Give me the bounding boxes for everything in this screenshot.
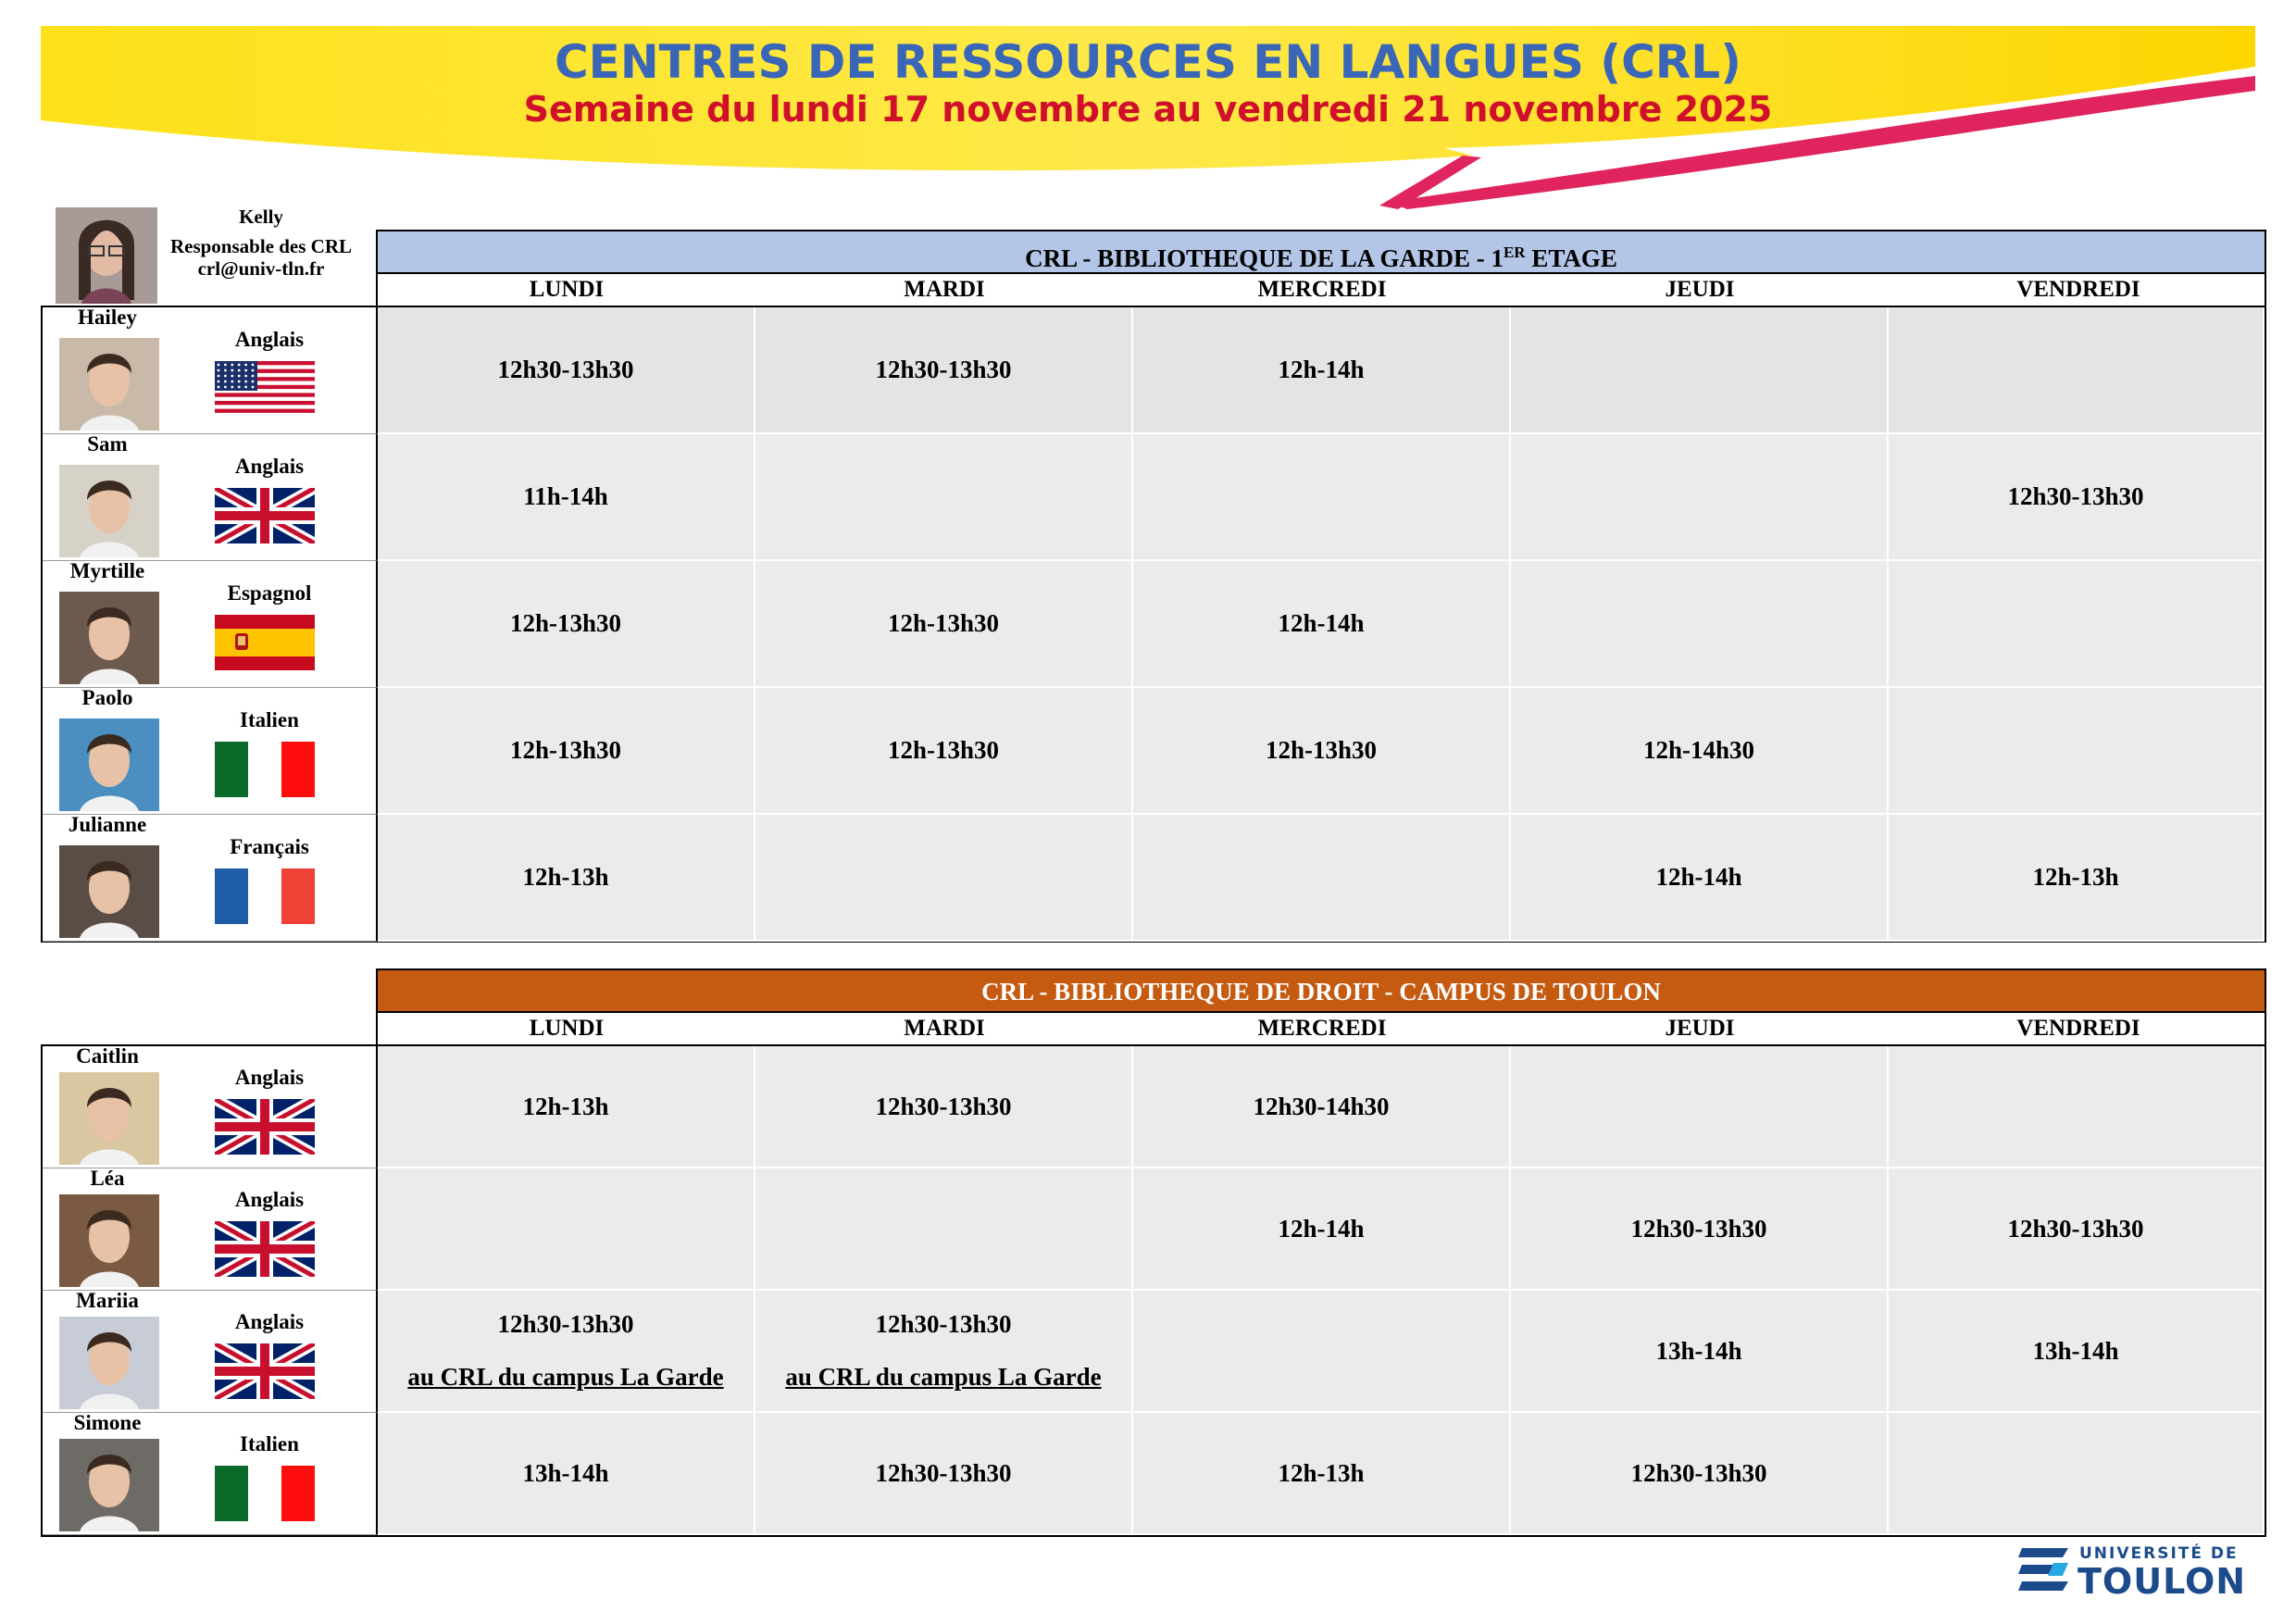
slot-sam-jeudi <box>1511 434 1889 561</box>
slot-time: 12h30-13h30 <box>1630 1458 1767 1487</box>
slot-time: 11h-14h <box>523 482 608 510</box>
slot-time: 12h30-13h30 <box>2007 482 2144 510</box>
section-title: CRL - BIBLIOTHEQUE DE LA GARDE - 1 <box>1025 244 1504 272</box>
slot-mariia-mercredi <box>1133 1291 1511 1413</box>
slot-location-note: au CRL du campus La Garde <box>785 1363 1102 1391</box>
schedule-body <box>41 1044 2266 1537</box>
day-header-lundi: LUNDI <box>529 1016 605 1041</box>
slot-time: 13h-14h <box>1655 1336 1742 1365</box>
slot-time: 12h-13h30 <box>1265 736 1378 764</box>
section-title-end: ETAGE <box>1525 244 1617 272</box>
tutor-hailey <box>43 307 378 434</box>
tutor-language: Anglais <box>234 1310 305 1333</box>
university-logo <box>2018 1541 2259 1602</box>
slot-léa-lundi <box>378 1168 755 1291</box>
tutor-photo <box>59 465 159 557</box>
slot-mariia-mardi <box>755 1291 1133 1413</box>
slot-time: 12h-13h30 <box>509 609 622 637</box>
slot-myrtille-jeudi <box>1511 561 1889 688</box>
slot-time: 13h-14h <box>522 1458 609 1487</box>
slot-time: 12h-13h <box>1278 1458 1365 1487</box>
slot-time: 12h-14h30 <box>1642 736 1755 764</box>
slot-léa-jeudi <box>1511 1168 1889 1291</box>
slot-léa-mercredi <box>1133 1168 1511 1291</box>
slot-time: 12h-13h30 <box>509 736 622 764</box>
uk-flag-icon <box>215 1343 315 1399</box>
italy-flag-icon <box>215 1466 315 1521</box>
france-flag-icon <box>215 868 315 924</box>
slot-caitlin-vendredi <box>1889 1046 2265 1168</box>
section-header-droit <box>376 968 2266 1013</box>
slot-time: 12h30-14h30 <box>1253 1092 1390 1120</box>
day-header-mercredi: MERCREDI <box>1257 277 1387 302</box>
tutor-language: Anglais <box>234 455 305 478</box>
slot-time: 12h30-13h30 <box>497 356 634 383</box>
slot-hailey-lundi <box>378 307 755 434</box>
slot-mariia-jeudi <box>1511 1291 1889 1413</box>
tutor-photo <box>59 338 159 431</box>
section-title-sup: ER <box>1503 244 1526 261</box>
contact-role: Responsable des CRL <box>169 235 353 257</box>
day-header-mardi: MARDI <box>904 1016 985 1041</box>
tutor-language: Espagnol <box>227 581 312 605</box>
logo-top-text: UNIVERSITÉ DE <box>2079 1544 2239 1563</box>
slot-hailey-vendredi <box>1889 307 2265 434</box>
tutor-language: Anglais <box>234 1188 305 1211</box>
slot-simone-jeudi <box>1511 1413 1889 1535</box>
day-header-row <box>376 1013 2266 1044</box>
day-header-lundi: LUNDI <box>529 277 605 302</box>
tutor-name: Sam <box>87 432 128 456</box>
tutor-name: Mariia <box>76 1289 139 1312</box>
slot-time: 12h30-13h30 <box>497 1310 634 1338</box>
slot-paolo-jeudi <box>1511 688 1889 815</box>
tutor-photo <box>59 592 159 684</box>
italy-flag-icon <box>215 742 315 797</box>
slot-julianne-vendredi <box>1889 815 2265 942</box>
tutor-photo <box>59 845 159 938</box>
slot-julianne-lundi <box>378 815 755 942</box>
slot-time: 12h-13h30 <box>887 609 1000 637</box>
slot-time: 12h30-13h30 <box>875 356 1012 383</box>
slot-sam-mardi <box>755 434 1133 561</box>
schedule-la-garde <box>41 230 2266 943</box>
slot-léa-vendredi <box>1889 1168 2265 1291</box>
slot-sam-lundi <box>378 434 755 561</box>
tutor-simone <box>43 1413 378 1535</box>
slot-time: 12h-13h <box>522 863 609 891</box>
contact-name: Kelly <box>239 206 283 228</box>
schedule-droit-toulon <box>41 968 2266 1537</box>
tutor-julianne <box>43 815 378 942</box>
slot-time: 12h30-13h30 <box>875 1310 1012 1338</box>
uk-flag-icon <box>215 1099 315 1155</box>
logo-mark-icon <box>2018 1543 2072 1598</box>
slot-time: 12h-13h <box>522 1092 609 1120</box>
tutor-language: Anglais <box>234 328 305 351</box>
tutor-name: Léa <box>90 1167 125 1190</box>
day-header-vendredi: VENDREDI <box>2016 277 2140 302</box>
slot-simone-mardi <box>755 1413 1133 1535</box>
day-header-row <box>376 274 2266 306</box>
tutor-photo <box>59 1317 159 1409</box>
tutor-sam <box>43 434 378 561</box>
slot-myrtille-vendredi <box>1889 561 2265 688</box>
tutor-name: Simone <box>73 1411 142 1434</box>
slot-simone-lundi <box>378 1413 755 1535</box>
tutor-language: Anglais <box>234 1066 305 1089</box>
tutor-photo <box>59 1072 159 1165</box>
page-title: CENTRES DE RESSOURCES EN LANGUES (CRL) <box>554 35 1742 89</box>
slot-time: 12h-14h <box>1278 609 1365 637</box>
tutor-language: Italien <box>240 1432 299 1455</box>
us-flag-icon <box>215 361 315 417</box>
slot-time: 12h30-13h30 <box>2007 1214 2144 1243</box>
tutor-name: Myrtille <box>69 559 145 582</box>
slot-paolo-vendredi <box>1889 688 2265 815</box>
tutor-name: Hailey <box>78 306 137 329</box>
section-header-la-garde <box>376 230 2266 274</box>
tutor-photo <box>59 1439 159 1531</box>
slot-caitlin-mercredi <box>1133 1046 1511 1168</box>
schedule-body <box>41 306 2266 943</box>
week-subtitle: Semaine du lundi 17 novembre au vendredi 21 novembre 2025 <box>523 89 1773 130</box>
slot-paolo-mercredi <box>1133 688 1511 815</box>
slot-time: 12h-13h <box>2032 863 2119 891</box>
tutor-mariia <box>43 1291 378 1413</box>
tutor-language: Français <box>230 835 309 858</box>
slot-sam-vendredi <box>1889 434 2265 561</box>
slot-time: 12h-14h <box>1278 356 1365 383</box>
slot-hailey-jeudi <box>1511 307 1889 434</box>
slot-mariia-lundi <box>378 1291 755 1413</box>
slot-julianne-mardi <box>755 815 1133 942</box>
slot-myrtille-mercredi <box>1133 561 1511 688</box>
slot-paolo-lundi <box>378 688 755 815</box>
spain-flag-icon <box>215 615 315 670</box>
tutor-language: Italien <box>240 708 299 731</box>
slot-julianne-jeudi <box>1511 815 1889 942</box>
uk-flag-icon <box>215 1221 315 1277</box>
section-title: CRL - BIBLIOTHEQUE DE DROIT - CAMPUS DE TOULON <box>981 978 1661 1006</box>
slot-time: 12h30-13h30 <box>1630 1214 1767 1243</box>
slot-caitlin-lundi <box>378 1046 755 1168</box>
contact-email[interactable]: crl@univ-tln.fr <box>197 257 325 280</box>
day-header-mercredi: MERCREDI <box>1257 1016 1387 1041</box>
tutor-name: Julianne <box>68 813 147 836</box>
slot-caitlin-jeudi <box>1511 1046 1889 1168</box>
slot-hailey-mardi <box>755 307 1133 434</box>
tutor-myrtille <box>43 561 378 688</box>
slot-mariia-vendredi <box>1889 1291 2265 1413</box>
tutor-caitlin <box>43 1046 378 1168</box>
tutor-photo <box>59 1194 159 1287</box>
slot-simone-vendredi <box>1889 1413 2265 1535</box>
slot-location-note: au CRL du campus La Garde <box>407 1363 724 1391</box>
slot-sam-mercredi <box>1133 434 1511 561</box>
slot-hailey-mercredi <box>1133 307 1511 434</box>
day-header-vendredi: VENDREDI <box>2016 1016 2140 1041</box>
logo-main-text: TOULON <box>2078 1561 2247 1602</box>
day-header-jeudi: JEUDI <box>1665 1016 1735 1041</box>
slot-myrtille-lundi <box>378 561 755 688</box>
slot-léa-mardi <box>755 1168 1133 1291</box>
tutor-name: Paolo <box>81 686 133 709</box>
tutor-léa <box>43 1168 378 1291</box>
slot-time: 12h30-13h30 <box>875 1458 1012 1487</box>
slot-time: 12h30-13h30 <box>875 1092 1012 1120</box>
tutor-paolo <box>43 688 378 815</box>
day-header-mardi: MARDI <box>904 277 985 302</box>
slot-paolo-mardi <box>755 688 1133 815</box>
uk-flag-icon <box>215 488 315 543</box>
slot-time: 13h-14h <box>2032 1336 2119 1365</box>
slot-time: 12h-13h30 <box>887 736 1000 764</box>
slot-caitlin-mardi <box>755 1046 1133 1168</box>
slot-time: 12h-14h <box>1655 863 1742 891</box>
slot-julianne-mercredi <box>1133 815 1511 942</box>
tutor-photo <box>59 718 159 811</box>
slot-simone-mercredi <box>1133 1413 1511 1535</box>
slot-myrtille-mardi <box>755 561 1133 688</box>
day-header-jeudi: JEUDI <box>1665 277 1735 302</box>
slot-time: 12h-14h <box>1278 1214 1365 1243</box>
tutor-name: Caitlin <box>76 1044 139 1068</box>
